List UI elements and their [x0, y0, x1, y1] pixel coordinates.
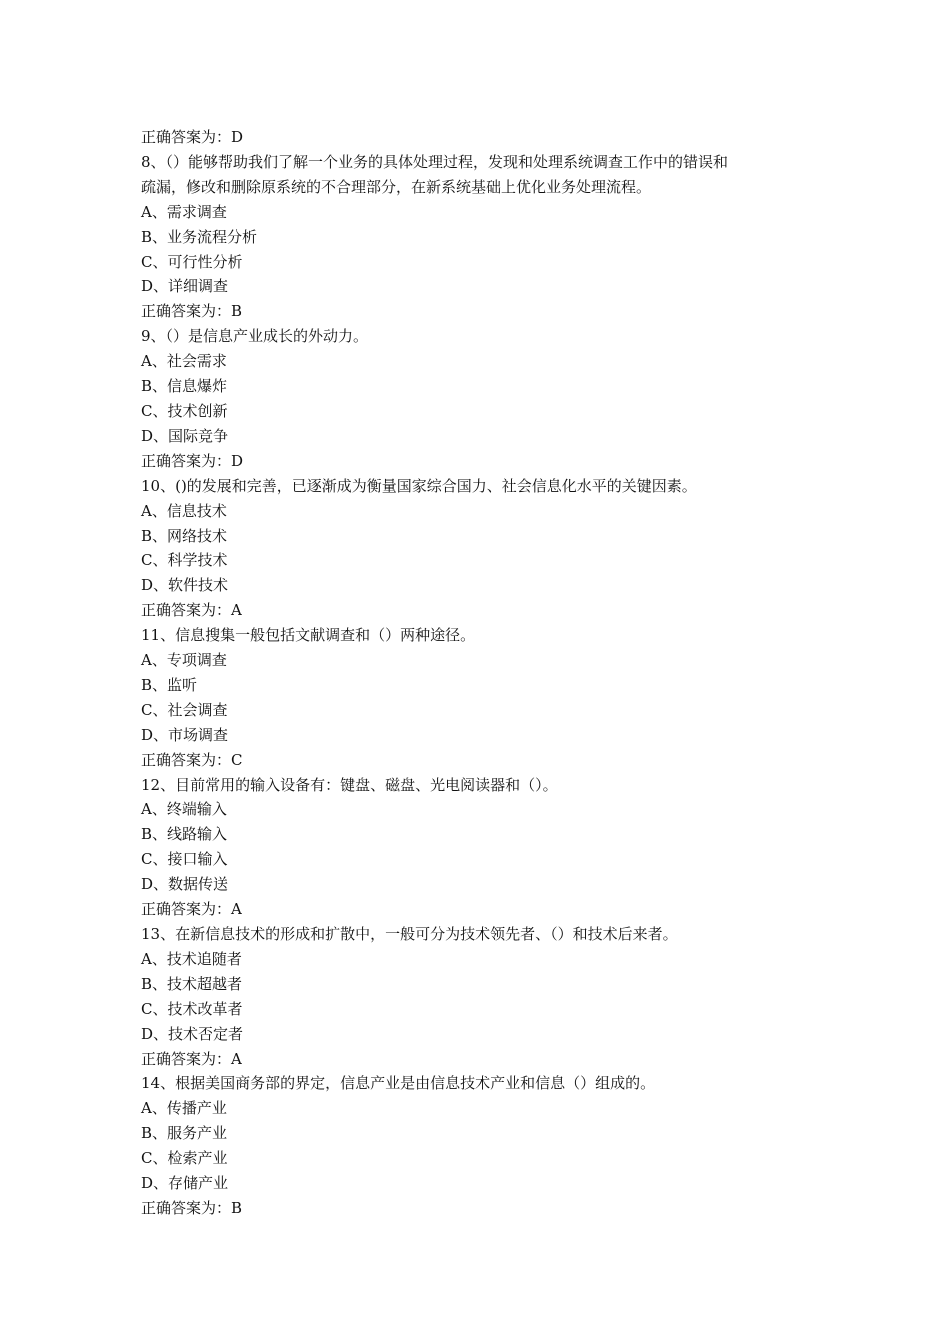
option-b: B、业务流程分析	[141, 227, 258, 246]
document-page	[141, 125, 821, 1221]
question-stem-continued: 疏漏，修改和删除原系统的不合理部分，在新系统基础上优化业务处理流程。	[141, 177, 652, 196]
answer-line: 正确答案为：B	[141, 1198, 243, 1217]
option-c: C、科学技术	[141, 551, 228, 570]
option-c: C、检索产业	[141, 1149, 228, 1168]
option-d: D、存储产业	[141, 1174, 229, 1193]
question-stem: 14、根据美国商务部的界定，信息产业是由信息技术产业和信息（）组成的。	[141, 1074, 656, 1093]
answer-line: 正确答案为：A	[141, 900, 242, 919]
option-d: D、国际竞争	[141, 426, 229, 445]
answer-line: 正确答案为：B	[141, 302, 243, 321]
question-8	[141, 150, 821, 324]
option-b: B、技术超越者	[141, 974, 243, 993]
option-d: D、详细调查	[141, 277, 229, 296]
option-d: D、数据传送	[141, 875, 229, 894]
question-stem: 10、()的发展和完善，已逐渐成为衡量国家综合国力、社会信息化水平的关键因素。	[141, 476, 697, 495]
question-14	[141, 1071, 821, 1220]
answer-line: 正确答案为：D	[141, 128, 244, 146]
question-13	[141, 922, 821, 1071]
question-stem: 11、信息搜集一般包括文献调查和（）两种途径。	[141, 626, 476, 645]
question-10	[141, 474, 821, 623]
option-c: C、技术改革者	[141, 999, 243, 1018]
option-c: C、技术创新	[141, 401, 228, 420]
question-stem: 8、（）能够帮助我们了解一个业务的具体处理过程，发现和处理系统调查工作中的错误和	[141, 152, 729, 171]
question-9	[141, 324, 821, 473]
option-a: A、传播产业	[141, 1099, 227, 1118]
option-b: B、服务产业	[141, 1124, 228, 1143]
option-d: D、软件技术	[141, 576, 229, 595]
option-c: C、可行性分析	[141, 252, 243, 271]
answer-line: 正确答案为：A	[141, 1049, 242, 1068]
answer-line: 正确答案为：C	[141, 750, 243, 769]
option-a: A、终端输入	[141, 800, 227, 819]
option-a: A、信息技术	[141, 501, 227, 520]
option-c: C、接口输入	[141, 850, 228, 869]
option-a: A、需求调查	[141, 202, 227, 221]
option-b: B、网络技术	[141, 526, 228, 545]
option-a: A、专项调查	[141, 651, 227, 670]
option-b: B、线路输入	[141, 825, 228, 844]
option-d: D、市场调查	[141, 725, 229, 744]
option-c: C、社会调查	[141, 700, 228, 719]
option-a: A、社会需求	[141, 352, 227, 371]
option-a: A、技术追随者	[141, 949, 242, 968]
answer-line: 正确答案为：D	[141, 451, 244, 470]
answer-line: 正确答案为：A	[141, 601, 242, 620]
option-d: D、技术否定者	[141, 1024, 244, 1043]
question-stem: 9、（）是信息产业成长的外动力。	[141, 327, 369, 346]
option-b: B、信息爆炸	[141, 377, 228, 396]
question-stem: 12、目前常用的输入设备有：键盘、磁盘、光电阅读器和（）。	[141, 775, 558, 794]
option-b: B、监听	[141, 675, 198, 694]
question-stem: 13、在新信息技术的形成和扩散中，一般可分为技术领先者、（）和技术后来者。	[141, 925, 678, 943]
question-12	[141, 773, 821, 922]
question-11	[141, 623, 821, 772]
